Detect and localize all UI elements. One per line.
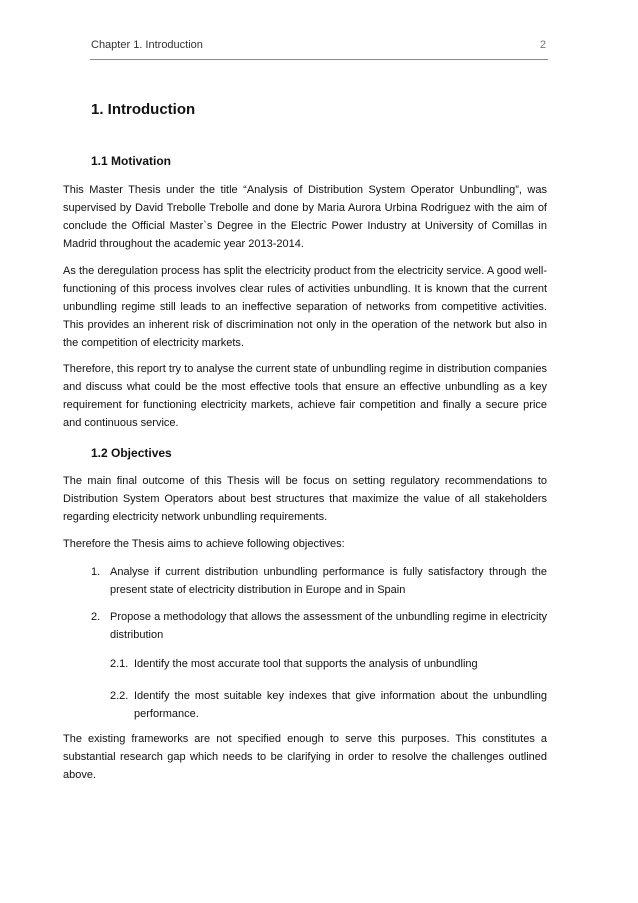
- list-item-number: 2.: [91, 611, 101, 623]
- sub-list-item: [110, 655, 547, 673]
- running-header-chapter: Chapter 1. Introduction: [91, 39, 203, 51]
- sub-list-item-text: Identify the most accurate tool that supports the analysis of unbundling: [134, 658, 478, 670]
- chapter-heading: 1. Introduction: [91, 101, 196, 118]
- paragraph-motivation-2: As the deregulation process has split the electricity product from the electricity service. A good well-functioning of this process involves clear rules of activities unbundling. It is known that the current unbundling regime still leads to an ineffective separation of networks from competitive activities. This provides an inherent risk of discrimination not only in the operation of the network but also in the competition of electricity markets.: [63, 265, 547, 349]
- paragraph-closing: The existing frameworks are not specified enough to serve this purposes. This constitutes a substantial research gap which needs to be clarifying in order to resolve the challenges outlined above.: [63, 733, 547, 781]
- paragraph-objectives-1: The main final outcome of this Thesis will be focus on setting regulatory recommendations to Distribution System Operators about best structures that maximize the value of all stakeholders regarding electricity network unbundling requirements.: [63, 475, 547, 523]
- header-divider: [90, 59, 548, 60]
- sub-list-item-text: Identify the most suitable key indexes that give information about the unbundling performance.: [134, 690, 547, 720]
- paragraph-objectives-2: Therefore the Thesis aims to achieve following objectives:: [63, 538, 345, 550]
- list-item-text: Analyse if current distribution unbundling performance is fully satisfactory through the present state of electricity distribution in Europe and in Spain: [110, 566, 547, 596]
- page-number: 2: [539, 39, 546, 51]
- sub-list-item-number: 2.2.: [110, 690, 129, 702]
- paragraph-motivation-3: Therefore, this report try to analyse the current state of unbundling regime in distribution companies and discuss what could be the most effective tools that ensure an effective unbundling as a key requirement for functioning electricity markets, achieve fair competition and finally a secure price and continuous service.: [63, 363, 547, 429]
- sub-list-item-number: 2.1.: [110, 658, 129, 670]
- list-item-number: 1.: [91, 566, 101, 578]
- section-heading-objectives: 1.2 Objectives: [91, 446, 172, 460]
- list-item: [91, 608, 547, 644]
- paragraph-motivation-1: This Master Thesis under the title “Analysis of Distribution System Operator Unbundling”, was supervised by David Trebolle Trebolle and done by Maria Aurora Urbina Rodriguez with the aim of conclude the Official Master`s Degree in the Electric Power Industry at University of Comillas in Madrid throughout the academic year 2013-2014.: [63, 184, 547, 250]
- list-item: [91, 563, 547, 599]
- section-heading-motivation: 1.1 Motivation: [91, 154, 172, 168]
- sub-list-item: [110, 687, 547, 723]
- list-item-text: Propose a methodology that allows the assessment of the unbundling regime in electricity distribution: [110, 611, 547, 641]
